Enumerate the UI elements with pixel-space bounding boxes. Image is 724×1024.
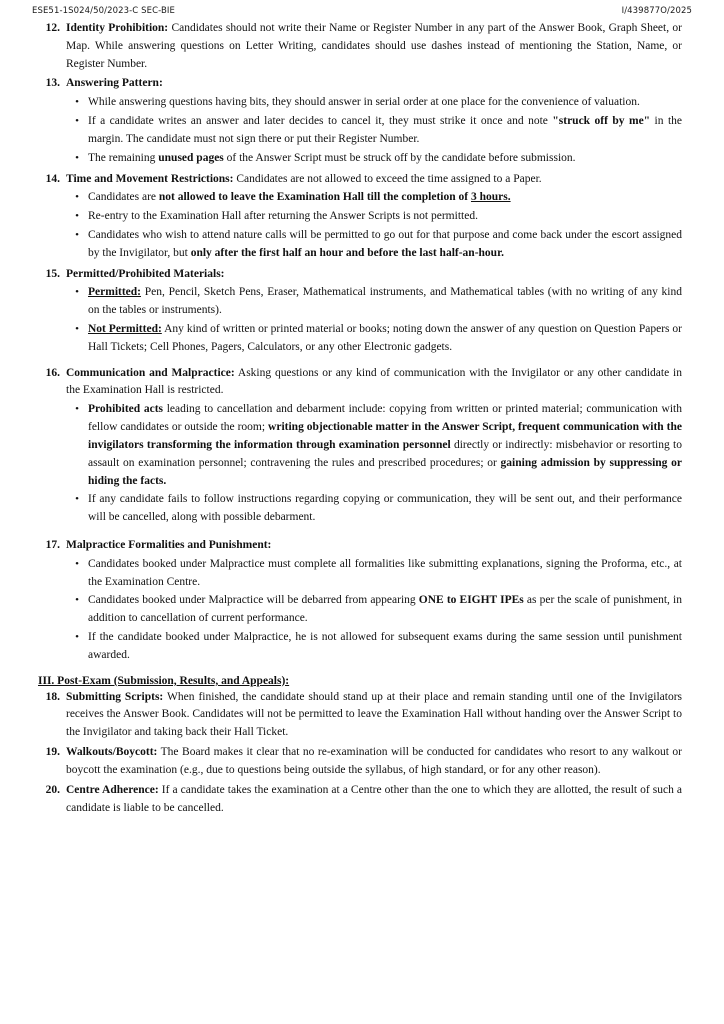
- bullet-icon: •: [75, 115, 79, 128]
- item-number: 12.: [45, 22, 60, 34]
- list-item: [66, 150, 682, 168]
- bullet-list: [66, 556, 682, 665]
- page-header: [30, 6, 694, 16]
- list-item: [36, 266, 682, 359]
- list-item: [66, 189, 682, 207]
- list-item: [66, 227, 682, 263]
- list-item: [66, 401, 682, 490]
- bullet-text: While answering questions having bits, they should answer in serial order at one place for the convenience of valuation.: [88, 96, 640, 109]
- item-text: The Board makes it clear that no re-examination will be conducted for candidates who resort to any walkout or boycott the examination (e.g., due to questions being outside the syllabus, of high standard, or for any other reason).: [66, 746, 682, 776]
- item-body: [66, 266, 682, 359]
- bullet-text: Re-entry to the Examination Hall after returning the Answer Scripts is not permitted.: [88, 210, 478, 223]
- item-number: 18.: [45, 690, 60, 703]
- list-item: [66, 208, 682, 226]
- section-heading: III. Post-Exam (Submission, Results, and Appeals):: [38, 674, 290, 687]
- list-item: [36, 537, 682, 667]
- item-body: [66, 75, 682, 169]
- spacer: [36, 530, 682, 537]
- item-title: Submitting Scripts:: [66, 690, 164, 703]
- list-item: [66, 113, 682, 149]
- header-document-id: I/439877O/2025: [621, 6, 692, 16]
- bullet-text: Not Permitted: Any kind of written or printed material or books; noting down the answer of any question on Question Papers or Hall Tickets; Cell Phones, Pagers, Calculators, or any other Electronic gadgets.: [88, 323, 683, 353]
- item-text: Candidates are not allowed to exceed the time assigned to a Paper.: [236, 172, 542, 185]
- bullet-text: The remaining unused pages of the Answer Script must be struck off by the candidate before submission.: [88, 151, 576, 164]
- bullet-text: Candidates booked under Malpractice must complete all formalities like submitting explanations, signing the Proforma, etc., at the Examination Centre.: [88, 557, 682, 588]
- item-number: 16.: [45, 366, 60, 379]
- bullet-icon: •: [75, 96, 79, 109]
- item-body: [66, 171, 682, 265]
- bullet-list: [66, 284, 682, 356]
- list-item: [36, 365, 682, 529]
- item-body: [66, 537, 682, 667]
- bullet-text: Candidates who wish to attend nature calls will be permitted to go out for that purpose and come back under the escort assigned by the Invigilator, but only after the first half an hour and before the last half-an-hour.: [88, 228, 682, 259]
- list-item: [36, 744, 682, 781]
- item-number: 20.: [45, 783, 60, 796]
- item-title: Centre Adherence:: [66, 783, 159, 796]
- item-number: 17.: [45, 538, 60, 551]
- list-item: [66, 592, 682, 628]
- bullet-text: If a candidate writes an answer and later decides to cancel it, they must strike it once and note "struck off by me" in the margin. The candidate must not sign there or put their Register Number.: [88, 115, 682, 145]
- bullet-text: Prohibited acts leading to cancellation and debarment include: copying from written or printed material; communication with fellow candidates or outside the room; writing objectionable matter in the Answer Script, frequent communication with the invigilators transforming the information through examination personnel directly or indirectly: misbehavior or resorting to assault on examination personnel; contravening the rules and prescribed procedures; or gaining admission by suppressing or hiding the facts.: [88, 403, 683, 487]
- item-body: [66, 782, 682, 819]
- bullet-icon: •: [75, 403, 79, 416]
- item-title: Malpractice Formalities and Punishment:: [66, 538, 272, 551]
- bullet-text: If any candidate fails to follow instructions regarding copying or communication, they will be sent out, and their performance will be cancelled, along with possible debarment.: [88, 493, 682, 524]
- item-number: 14.: [45, 172, 60, 185]
- bullet-icon: •: [75, 557, 79, 570]
- item-title: Walkouts/Boycott:: [66, 746, 158, 759]
- item-text: Candidates should not write their Name or Register Number in any part of the Answer Book, Graph Sheet, or Map. While answering questions on Letter Writing, candidates should use dashes instead of mentioning the Station, Name, or Register Number.: [66, 22, 682, 70]
- item-text: Asking questions or any kind of communication with the Invigilator or any other candidate in the Examination Hall is restricted.: [66, 366, 683, 397]
- list-item: [66, 556, 682, 592]
- bullet-icon: •: [75, 191, 79, 204]
- bullet-list: [66, 401, 682, 527]
- bullet-list: [66, 189, 682, 262]
- item-title: Time and Movement Restrictions:: [66, 172, 234, 185]
- list-item: [36, 20, 682, 74]
- item-body: [66, 689, 682, 743]
- list-item: [36, 75, 682, 169]
- list-item: [66, 284, 682, 320]
- document-content: [30, 20, 694, 818]
- bullet-icon: •: [75, 594, 79, 607]
- bullet-icon: •: [75, 323, 79, 335]
- item-body: [66, 744, 682, 781]
- item-title: Communication and Malpractice:: [66, 366, 235, 379]
- bullet-icon: •: [75, 151, 79, 164]
- item-title: Identity Prohibition:: [66, 22, 169, 34]
- bullet-text: Permitted: Pen, Pencil, Sketch Pens, Eraser, Mathematical instruments, and Mathematical tables (with no writing of any kind on the tables or instruments).: [88, 286, 682, 317]
- item-title: Answering Pattern:: [66, 77, 163, 90]
- list-item: [66, 491, 682, 527]
- bullet-icon: •: [75, 631, 79, 643]
- item-text: If a candidate takes the examination at a Centre other than the one to which they are allotted, the result of such a candidate is liable to be cancelled.: [66, 783, 683, 814]
- item-body: [66, 365, 682, 529]
- bullet-icon: •: [75, 228, 79, 241]
- list-item: [66, 94, 682, 112]
- list-item: [66, 629, 682, 665]
- list-item: [66, 321, 682, 357]
- list-item: [36, 171, 682, 265]
- item-text: When finished, the candidate should stand up at their place and remain standing until one of the Invigilators receives the Answer Book. Candidates will not be permitted to leave the Examination Hall without handing over the Answer Script to the Invigilator and taking back their Hall Ticket.: [66, 690, 683, 739]
- item-number: 13.: [45, 77, 60, 90]
- bullet-text: If the candidate booked under Malpractice, he is not allowed for subsequent exams during the same session until punishment awarded.: [88, 631, 682, 661]
- list-item: [36, 782, 682, 819]
- list-item: [36, 689, 682, 743]
- bullet-icon: •: [75, 210, 79, 223]
- item-number: 19.: [45, 746, 60, 759]
- bullet-text: Candidates booked under Malpractice will be debarred from appearing ONE to EIGHT IPEs as per the scale of punishment, in addition to cancellation of current performance.: [88, 594, 682, 625]
- header-file-reference: ESE51-1S024/50/2023-C SEC-BIE: [32, 6, 176, 16]
- item-body: [66, 20, 682, 74]
- bullet-list: [66, 94, 682, 167]
- bullet-text: Candidates are not allowed to leave the Examination Hall till the completion of 3 hours.: [88, 191, 511, 204]
- bullet-icon: •: [75, 493, 79, 506]
- item-title: Permitted/Prohibited Materials:: [66, 267, 225, 280]
- item-number: 15.: [45, 267, 60, 280]
- bullet-icon: •: [75, 286, 79, 299]
